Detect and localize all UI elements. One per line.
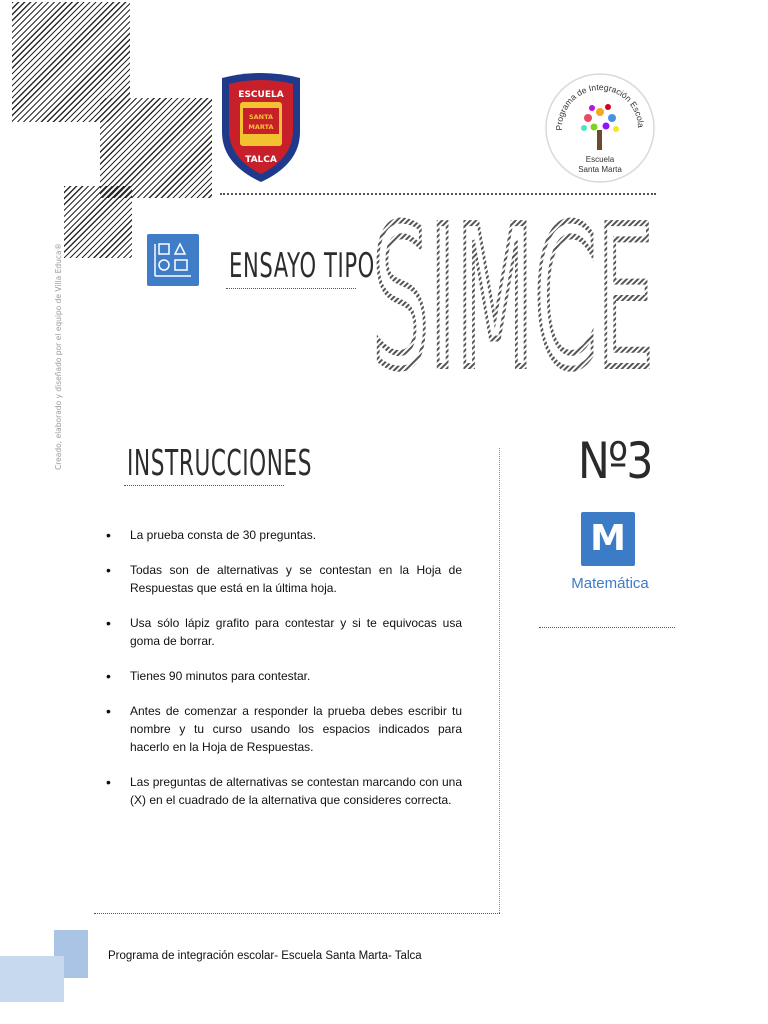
- pie-program-logo: [544, 72, 656, 184]
- subject-letter-badge: M: [581, 512, 635, 566]
- simce-title: [372, 210, 657, 380]
- shield-plate-line2: MARTA: [248, 123, 274, 131]
- instruction-item: • Tienes 90 minutos para contestar.: [104, 667, 462, 685]
- instruction-item: • Usa sólo lápiz grafito para contestar y si te equivocas usa goma de borrar.: [104, 614, 462, 650]
- instructions-right-border: [499, 448, 500, 913]
- footer-text: Programa de integración escolar- Escuela Santa Marta- Talca: [108, 950, 422, 962]
- shapes-icon: [147, 234, 199, 286]
- hatch-pattern-lower: [64, 186, 132, 258]
- instruction-item: • Antes de comenzar a responder la prueba debes escribir tu nombre y tu curso usando los espacios indicados para hacerlo en la Hoja de Respuestas.: [104, 702, 462, 756]
- instructions-title: INSTRUCCIONES: [127, 443, 313, 484]
- ensayo-underline: [226, 288, 356, 289]
- shield-bottom-text: TALCA: [245, 155, 277, 165]
- pie-logo-line2: Santa Marta: [578, 165, 622, 174]
- school-shield-logo: [218, 72, 304, 184]
- shapes-logo: [147, 234, 199, 286]
- subject-name: Matemática: [571, 575, 649, 592]
- test-number: Nº3: [578, 432, 652, 490]
- instructions-bottom-border: [94, 913, 500, 914]
- instruction-item: • La prueba consta de 30 preguntas.: [104, 526, 462, 544]
- instructions-title-underline: [124, 485, 284, 486]
- shield-plate-line1: SANTA: [248, 113, 274, 121]
- instruction-item: • Todas son de alternativas y se contestan en la Hoja de Respuestas que está en la última hoja.: [104, 561, 462, 597]
- header-divider: [220, 193, 656, 195]
- pie-logo-line1: Escuela: [585, 155, 615, 164]
- subject-divider: [539, 627, 675, 628]
- shield-top-text: ESCUELA: [238, 90, 284, 100]
- footer-accent-block-large: [0, 956, 64, 1002]
- instructions-list: [104, 526, 462, 826]
- side-credit: Creado, elaborado y diseñado por el equipo de Villa Educa®: [54, 242, 63, 470]
- instruction-item: • Las preguntas de alternativas se contestan marcando con una (X) en el cuadrado de la alternativa que consideres correcta.: [104, 773, 462, 809]
- simce-text: SIMCE: [372, 210, 654, 380]
- pie-logo-arc-text: Programa de Integración Escola: [553, 81, 647, 131]
- ensayo-tipo-label: ENSAYO TIPO: [229, 246, 375, 286]
- hatch-pattern-middle: [100, 98, 212, 198]
